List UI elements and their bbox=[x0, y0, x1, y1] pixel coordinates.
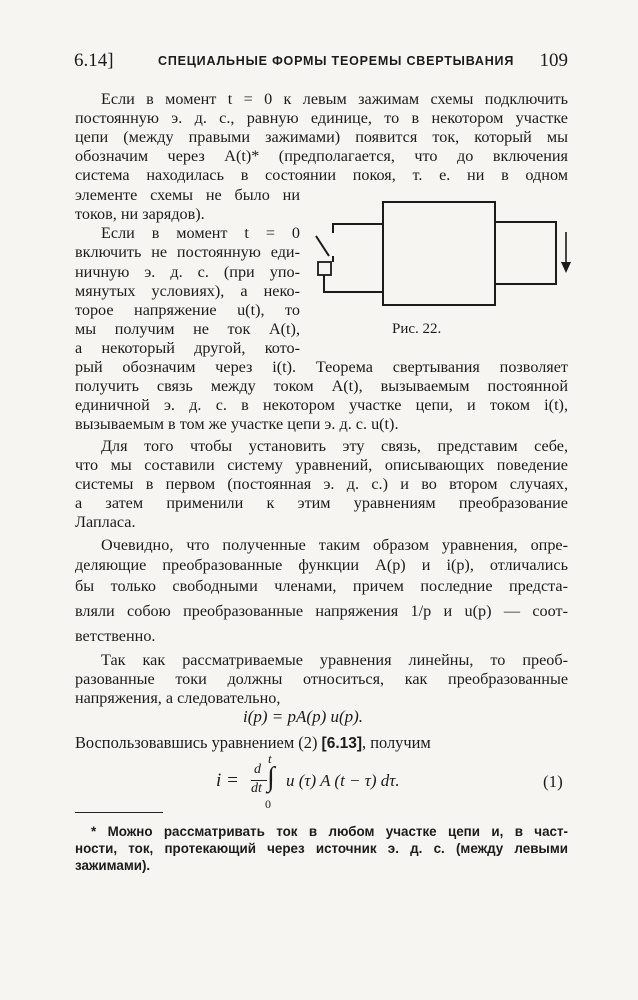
text-line: Если в момент t = 0 к левым зажимам схемы подключить bbox=[101, 90, 568, 108]
text-line: ветственно. bbox=[75, 627, 156, 645]
page-number: 109 bbox=[539, 50, 568, 71]
text-line: напряжения, а следовательно, bbox=[75, 689, 281, 707]
text-line: единичной э. д. с. в некотором участке цепи, и током i(t), bbox=[75, 396, 568, 414]
fraction-numerator: d bbox=[254, 762, 261, 777]
text-line: Лапласа. bbox=[75, 513, 136, 531]
text-line: а затем применили к этим уравнениям преобразование bbox=[75, 494, 568, 512]
text-line: цепи (между правыми зажимами) появится ток, который мы bbox=[75, 128, 568, 146]
text-line: токов, ни зарядов). bbox=[75, 205, 205, 223]
text-line: мы получим не ток A(t), bbox=[75, 320, 300, 338]
emf-source bbox=[318, 262, 331, 275]
text-line: а некоторый другой, кото- bbox=[75, 339, 300, 357]
reference-link: [6.13] bbox=[321, 735, 363, 752]
integral-lower-limit: 0 bbox=[265, 797, 271, 811]
text-line: Очевидно, что полученные таким образом уравнения, опре- bbox=[101, 536, 568, 554]
current-arrow-head bbox=[561, 262, 571, 273]
text-line: вызываемым в том же участке цепи э. д. с. u(t). bbox=[75, 415, 399, 433]
running-title: СПЕЦИАЛЬНЫЕ ФОРМЫ ТЕОРЕМЫ СВЕРТЫВАНИЯ bbox=[158, 54, 515, 68]
text-line: бы только свободными членами, причем последние предста- bbox=[75, 577, 568, 595]
reference-tail: , получим bbox=[362, 733, 431, 752]
text-line: системы в первом (постоянная э. д. с.) и во втором случаях, bbox=[75, 475, 568, 493]
text-line: элементе схемы не было ни bbox=[75, 186, 300, 204]
integral-sign: ∫ bbox=[267, 762, 275, 793]
section-number: 6.14] bbox=[74, 50, 114, 71]
left-top-wire bbox=[333, 224, 383, 233]
right-loop-wire bbox=[495, 222, 556, 284]
footnote-rule bbox=[75, 812, 163, 813]
equation-lhs: i = bbox=[216, 770, 239, 791]
equation-number: (1) bbox=[543, 772, 563, 791]
integrand: u (τ) A (t − τ) dτ. bbox=[286, 771, 400, 790]
text-line: Если в момент t = 0 bbox=[101, 224, 300, 242]
text-line: рый обозначим через i(t). Теорема свертывания позволяет bbox=[75, 358, 568, 376]
text-line: получить связь между током A(t), вызываемым постоянной bbox=[75, 377, 568, 395]
footnote-line: ности, ток, протекающий через источник э. д. с. (между левыми bbox=[75, 841, 568, 856]
text-line: постоянную э. д. с., равную единице, то в некотором участке bbox=[75, 109, 568, 127]
text-line: вляли собою преобразованные напряжения 1/p и u(p) — соот- bbox=[75, 602, 568, 620]
footnote-line: зажимами). bbox=[75, 858, 151, 873]
text-line: разованные токи должны относиться, как преобразованные bbox=[75, 670, 568, 688]
text-line: ничную э. д. с. (при упо- bbox=[75, 263, 300, 281]
text-line: обозначим через A(t)* (предполагается, что до включения bbox=[75, 147, 568, 165]
running-header bbox=[74, 50, 568, 74]
footnote-line: * Можно рассматривать ток в любом участке цепи и, в част- bbox=[91, 824, 568, 839]
left-bottom-wire bbox=[324, 275, 383, 292]
switch-blade bbox=[316, 236, 329, 256]
text-line: включить не постоянную еди- bbox=[75, 243, 300, 261]
reference-text: Воспользовавшись уравнением (2) bbox=[75, 733, 318, 752]
figure-caption: Рис. 22. bbox=[392, 321, 442, 337]
text-line: деляющие преобразованные функции A(p) и i(p), отличались bbox=[75, 556, 568, 574]
network-box bbox=[383, 202, 495, 305]
text-line: торое напряжение u(t), то bbox=[75, 301, 300, 319]
text-line: система находилась в состоянии покоя, т. е. ни в одном bbox=[75, 166, 568, 184]
fraction-denominator: dt bbox=[251, 781, 262, 796]
equation-transform: i(p) = pA(p) u(p). bbox=[243, 707, 364, 726]
text-line: что мы составили систему уравнений, описывающих поведение bbox=[75, 456, 568, 474]
text-line: Для того чтобы установить эту связь, представим себе, bbox=[101, 437, 568, 455]
text-line-reference bbox=[75, 733, 431, 753]
integral-upper-limit: t bbox=[268, 751, 272, 766]
text-line: Так как рассматриваемые уравнения линейны, то преоб- bbox=[101, 651, 568, 669]
text-line: мянутых условиях), а неко- bbox=[75, 282, 300, 300]
